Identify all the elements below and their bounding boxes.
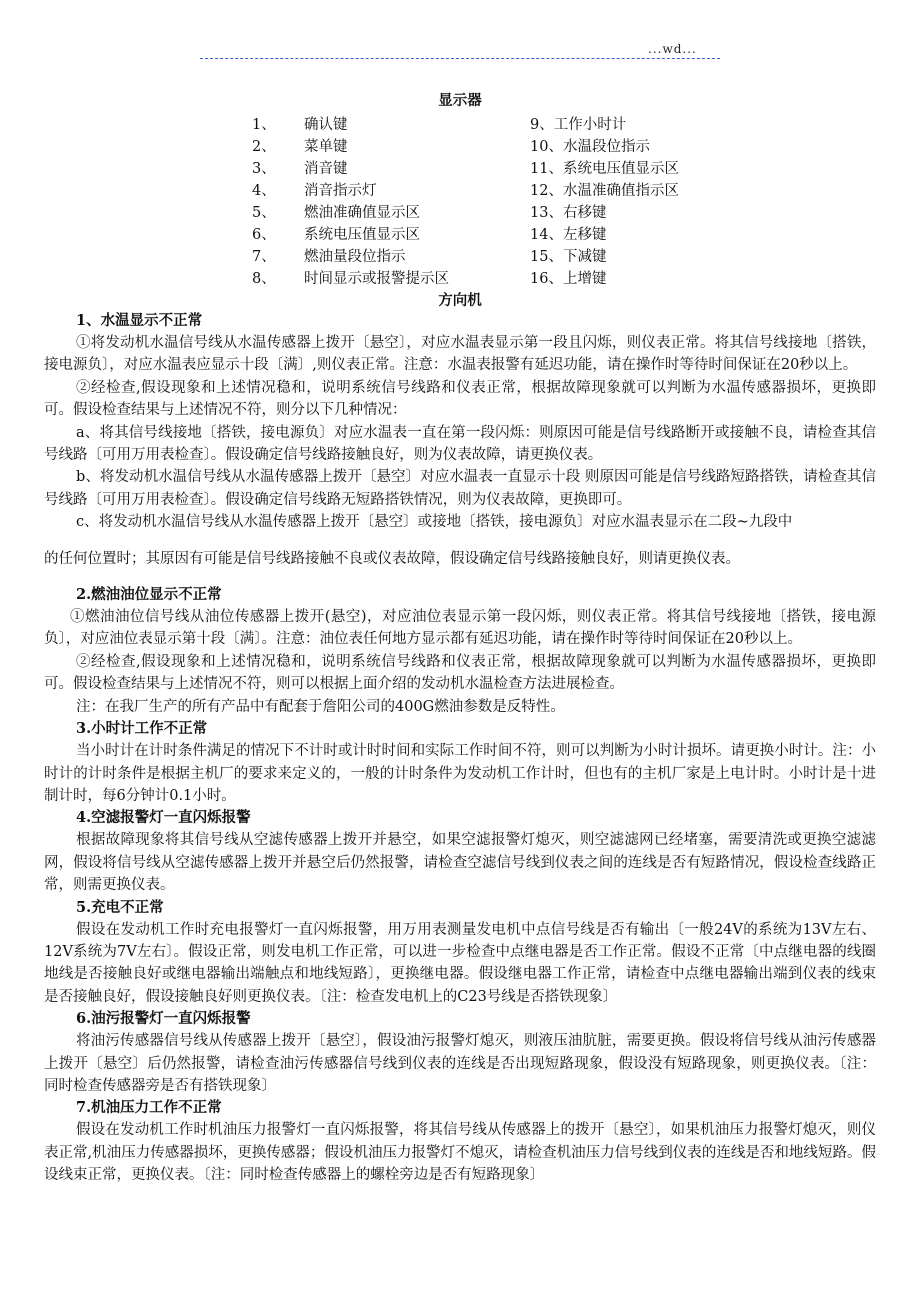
section-heading: 4.空滤报警灯一直闪烁报警 — [76, 809, 251, 827]
section-heading: 3.小时计工作不正常 — [76, 720, 208, 738]
parts-row: 7、 燃油量段位指示 15、下减键 — [252, 249, 607, 265]
display-title: 显示器 — [438, 92, 482, 109]
parts-row: 5、 燃油准确值显示区 13、右移键 — [252, 205, 607, 221]
paragraph: 根据故障现象将其信号线从空滤传感器上拨开并悬空，如果空滤报警灯熄灭，则空滤滤网已经堵塞，需要清洗或更换空滤滤网，假设将信号线从空滤传感器上拨开并悬空后仍然报警，请检查空滤信号线到仪表之间的连线是否有短路情况，假设检查线路正常，则需更换仪表。 — [44, 832, 876, 894]
parts-row: 2、 菜单键 10、水温段位指示 — [252, 139, 650, 155]
parts-list — [252, 114, 712, 290]
paragraph: 注：在我厂生产的所有产品中有配套于詹阳公司的400G燃油参数是反特性。 — [76, 698, 565, 715]
header-mark: ...wd... — [648, 42, 697, 56]
paragraph: ②经检查,假设现象和上述情况稳和，说明系统信号线路和仪表正常，根据故障现象就可以判断为水温传感器损坏，更换即可。假设检查结果与上述情况不符，则分以下几种情况： — [44, 379, 876, 419]
paragraph: 的任何位置时；其原因有可能是信号线路接触不良或仪表故障，假设确定信号线路接触良好，则请更换仪表。 — [44, 550, 740, 567]
paragraph: c、将发动机水温信号线从水温传感器上拨开〔悬空〕或接地〔搭铁，接电源负〕对应水温表显示在二段~九段中 — [76, 514, 793, 531]
section-heading: 2.燃油油位显示不正常 — [76, 586, 222, 604]
section-heading: 6.油污报警灯一直闪烁报警 — [76, 1010, 251, 1028]
paragraph: 假设在发动机工作时机油压力报警灯一直闪烁报警，将其信号线从传感器上的拨开〔悬空〕，如果机油压力报警灯熄灭，则仪表正常,机油压力传感器损坏，更换传感器；假设机油压力报警灯不熄灭，请检查机油压力信号线到仪表的连线是否和地线短路。假设线束正常，更换仪表。〔注：同时检查传感器上的螺栓旁边是否有短路现象〕 — [44, 1122, 876, 1184]
parts-row: 6、 系统电压值显示区 14、左移键 — [252, 227, 607, 243]
steering-title: 方向机 — [438, 292, 482, 309]
parts-row: 8、 时间显示或报警提示区 16、上增键 — [252, 271, 607, 287]
section-heading: 1、水温显示不正常 — [76, 312, 203, 329]
paragraph: 当小时计在计时条件满足的情况下不计时或计时时间和实际工作时间不符，则可以判断为小时计损坏。请更换小时计。注：小时计的计时条件是根据主机厂的要求来定义的，一般的计时条件为发动机工作计时，但也有的主机厂家是上电计时。小时计是十进制计时，每6分钟计0.1小时。 — [44, 743, 876, 804]
parts-row: 4、 消音指示灯 12、水温准确值指示区 — [252, 183, 679, 199]
section-heading: 7.机油压力工作不正常 — [76, 1099, 222, 1117]
paragraph: ①燃油油位信号线从油位传感器上拨开(悬空)，对应油位表显示第一段闪烁，则仪表正常。将其信号线接地〔搭铁，接电源负〕，对应油位表显示第十段〔满〕。注意：油位表任何地方显示都有延迟功能，请在操作时等待时间保证在20秒以上。 — [44, 609, 876, 648]
parts-row: 1、 确认键 9、工作小时计 — [252, 117, 627, 133]
parts-row: 3、 消音键 11、系统电压值显示区 — [252, 161, 679, 177]
paragraph: 假设在发动机工作时充电报警灯一直闪烁报警，用万用表测量发电机中点信号线是否有输出〔一般24V的系统为13V左右、12V系统为7V左右〕。假设正常，则发电机工作正常，可以进一步检查中点继电器是否工作正常。假设不正常〔中点继电器的线圈地线是否接触良好或继电器输出端触点和地线短路〕，更换继电器。假设继电器工作正常，请检查中点继电器输出端到仪表的线束是否接触良好，假设接触良好则更换仪表。〔注：检查发电机上的C23号线是否搭铁现象〕 — [44, 921, 876, 1005]
paragraph: a、将其信号线接地〔搭铁，接电源负〕对应水温表一直在第一段闪烁：则原因可能是信号线路断开或接触不良，请检查其信号线路〔可用万用表检查〕。假设确定信号线路接触良好，则为仪表故障，请更换仪表。 — [44, 424, 876, 464]
paragraph: ②经检查,假设现象和上述情况稳和，说明系统信号线路和仪表正常，根据故障现象就可以判断为水温传感器损坏，更换即可。假设检查结果与上述情况不符，则可以根据上面介绍的发动机水温检查方法进展检查。 — [44, 653, 876, 693]
paragraph: b、将发动机水温信号线从水温传感器上拨开〔悬空〕对应水温表一直显示十段 则原因可能是信号线路短路搭铁，请检查其信号线路〔可用万用表检查〕。假设确定信号线路无短路搭铁情况，则为仪表故障，更换即可。 — [44, 469, 876, 508]
content — [44, 310, 876, 1187]
paragraph: ①将发动机水温信号线从水温传感器上拨开〔悬空〕，对应水温表显示第一段且闪烁，则仪表正常。将其信号线接地〔搭铁，接电源负〕，对应水温表应显示十段〔满〕,则仪表正常。注意：水温表报警有延迟功能，请在操作时等待时间保证在20秒以上。 — [44, 335, 876, 374]
paragraph: 将油污传感器信号线从传感器上拨开〔悬空〕，假设油污报警灯熄灭，则液压油肮脏，需要更换。假设将信号线从油污传感器上拨开〔悬空〕后仍然报警，请检查油污传感器信号线到仪表的连线是否出现短路现象，假设没有短路现象，则更换仪表。〔注：同时检查传感器旁是否有搭铁现象〕 — [44, 1033, 876, 1094]
header-rule — [200, 58, 720, 59]
section-heading: 5.充电不正常 — [76, 898, 164, 916]
